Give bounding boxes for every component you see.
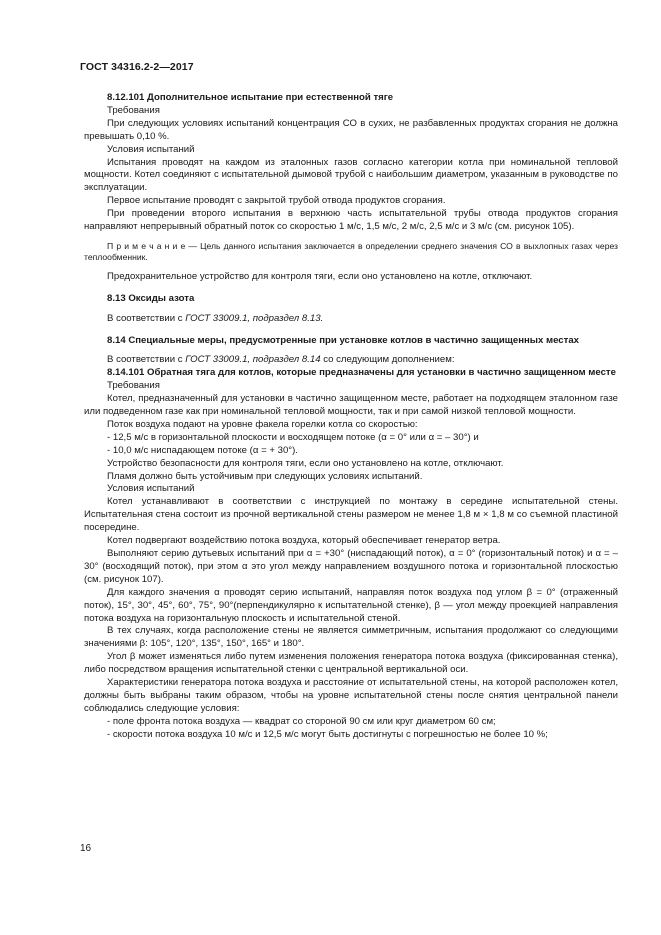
page-body [84, 92, 618, 742]
paragraph: Характеристики генератора потока воздуха и расстояние от испытательной стены, на которой расположен котел, должны быть выбраны таким образом, чтобы на уровне испытательной стены после снятия центральной панели соблюдались следующие условия: [84, 677, 618, 714]
note: П р и м е ч а н и е — Цель данного испытания заключается в определении среднего значения СО в выхлопных газах через теплообменник. [84, 240, 618, 263]
conditions-label: Условия испытаний [107, 143, 195, 155]
paragraph: Первое испытание проводят с закрытой трубой отвода продуктов сгорания. [107, 195, 446, 207]
section-heading-8-14: 8.14 Специальные меры, предусмотренные при установке котлов в частично защищенных местах [107, 334, 580, 346]
page-header: ГОСТ 34316.2-2—2017 [80, 61, 194, 73]
paragraph: Котел, предназначенный для установки в частично защищенном месте, работает на подходящем эталонном газе или подведенном газе как при номинальной тепловой мощности, так и при самой низкой тепловой мощности. [84, 393, 618, 418]
list-item: - 10,0 м/с ниспадающем потоке (α = + 30°). [107, 444, 298, 456]
paragraph: Угол β может изменяться либо путем изменения положения генератора потока воздуха (фиксированная стенка), либо посредством вращения испытательной стенки с центральной вертикальной оси. [84, 651, 618, 676]
paragraph: Котел подвергают воздействию потока воздуха, который обеспечивает генератор ветра. [107, 535, 501, 547]
list-item: - скорости потока воздуха 10 м/с и 12,5 м/с могут быть достигнуты с погрешностью не более 10 %; [107, 728, 548, 740]
section-heading-8-14-101: 8.14.101 Обратная тяга для котлов, которые предназначены для установки в частично защищенном месте [107, 367, 616, 379]
paragraph: Испытания проводят на каждом из эталонных газов согласно категории котла при номинальной тепловой мощности. Котел соединяют с испытательной дымовой трубой с наибольшим диаметром, указанным в руководстве по эксплуатации. [84, 156, 618, 194]
paragraph [84, 354, 618, 367]
standard-reference: ГОСТ 33009.1, подраздел 8.14 [185, 354, 321, 366]
text: В соответствии с [107, 312, 186, 324]
paragraph: При следующих условиях испытаний концентрация СО в сухих, не разбавленных продуктах сгорания не должна превышать 0,10 %. [84, 117, 618, 142]
paragraph: Котел устанавливают в соответствии с инструкцией по монтажу в середине испытательной стены. Испытательная стена состоит из прочной вертикальной стены размером не менее 1,8 м × 1,8 м со съемной пластиной посередине. [84, 496, 618, 534]
list-item: - поле фронта потока воздуха — квадрат со стороной 90 см или круг диаметром 60 см; [107, 715, 496, 727]
paragraph: Выполняют серию дутьевых испытаний при α = +30° (ниспадающий поток), α = 0° (горизонтальный поток) и α = –30° (восходящий поток), при этом α это угол между направлением воздушного потока и горизонтальной плоскостью (см. рисунок 107). [84, 548, 618, 585]
paragraph: Устройство безопасности для контроля тяги, если оно установлено на котле, отключают. [107, 457, 504, 469]
requirements-label: Требования [107, 104, 160, 116]
conditions-label: Условия испытаний [107, 483, 195, 495]
paragraph [84, 313, 618, 326]
text: со следующим дополнением: [320, 354, 455, 366]
paragraph: При проведении второго испытания в верхнюю часть испытательной трубы отвода продуктов сгорания направляют непрерывный обратный поток со скоростью 1 м/с, 1,5 м/с, 2 м/с, 2,5 м/с и 3 м/с (см. рисунок 105). [84, 208, 618, 233]
paragraph: Предохранительное устройство для контроля тяги, если оно установлено на котле, отключают. [107, 270, 533, 282]
text: В соответствии с [107, 354, 186, 366]
list-item: - 12,5 м/с в горизонтальной плоскости и восходящем потоке (α = 0° или α = – 30°) и [107, 431, 479, 443]
paragraph: Для каждого значения α проводят серию испытаний, направляя поток воздуха под углом β = 0° (отраженный поток), 15°, 30°, 45°, 60°, 75°, 90°(перпендикулярно к испытательной стенке), β — угол между проекцией направления потока воздуха на горизонтальную плоскость и испытательной стеной. [84, 586, 618, 624]
paragraph: Пламя должно быть устойчивым при следующих условиях испытаний. [107, 470, 423, 482]
section-heading-8-13: 8.13 Оксиды азота [107, 292, 195, 304]
page-number: 16 [80, 843, 92, 854]
requirements-label: Требования [107, 380, 160, 392]
standard-reference: ГОСТ 33009.1, подраздел 8.13. [185, 312, 324, 324]
paragraph: Поток воздуха подают на уровне факела горелки котла со скоростью: [107, 418, 418, 430]
section-heading-8-12-101: 8.12.101 Дополнительное испытание при естественной тяге [107, 92, 394, 103]
paragraph: В тех случаях, когда расположение стены не является симметричным, испытания продолжают со следующими значениями β: 105°, 120°, 135°, 150°, 165° и 180°. [84, 625, 618, 650]
